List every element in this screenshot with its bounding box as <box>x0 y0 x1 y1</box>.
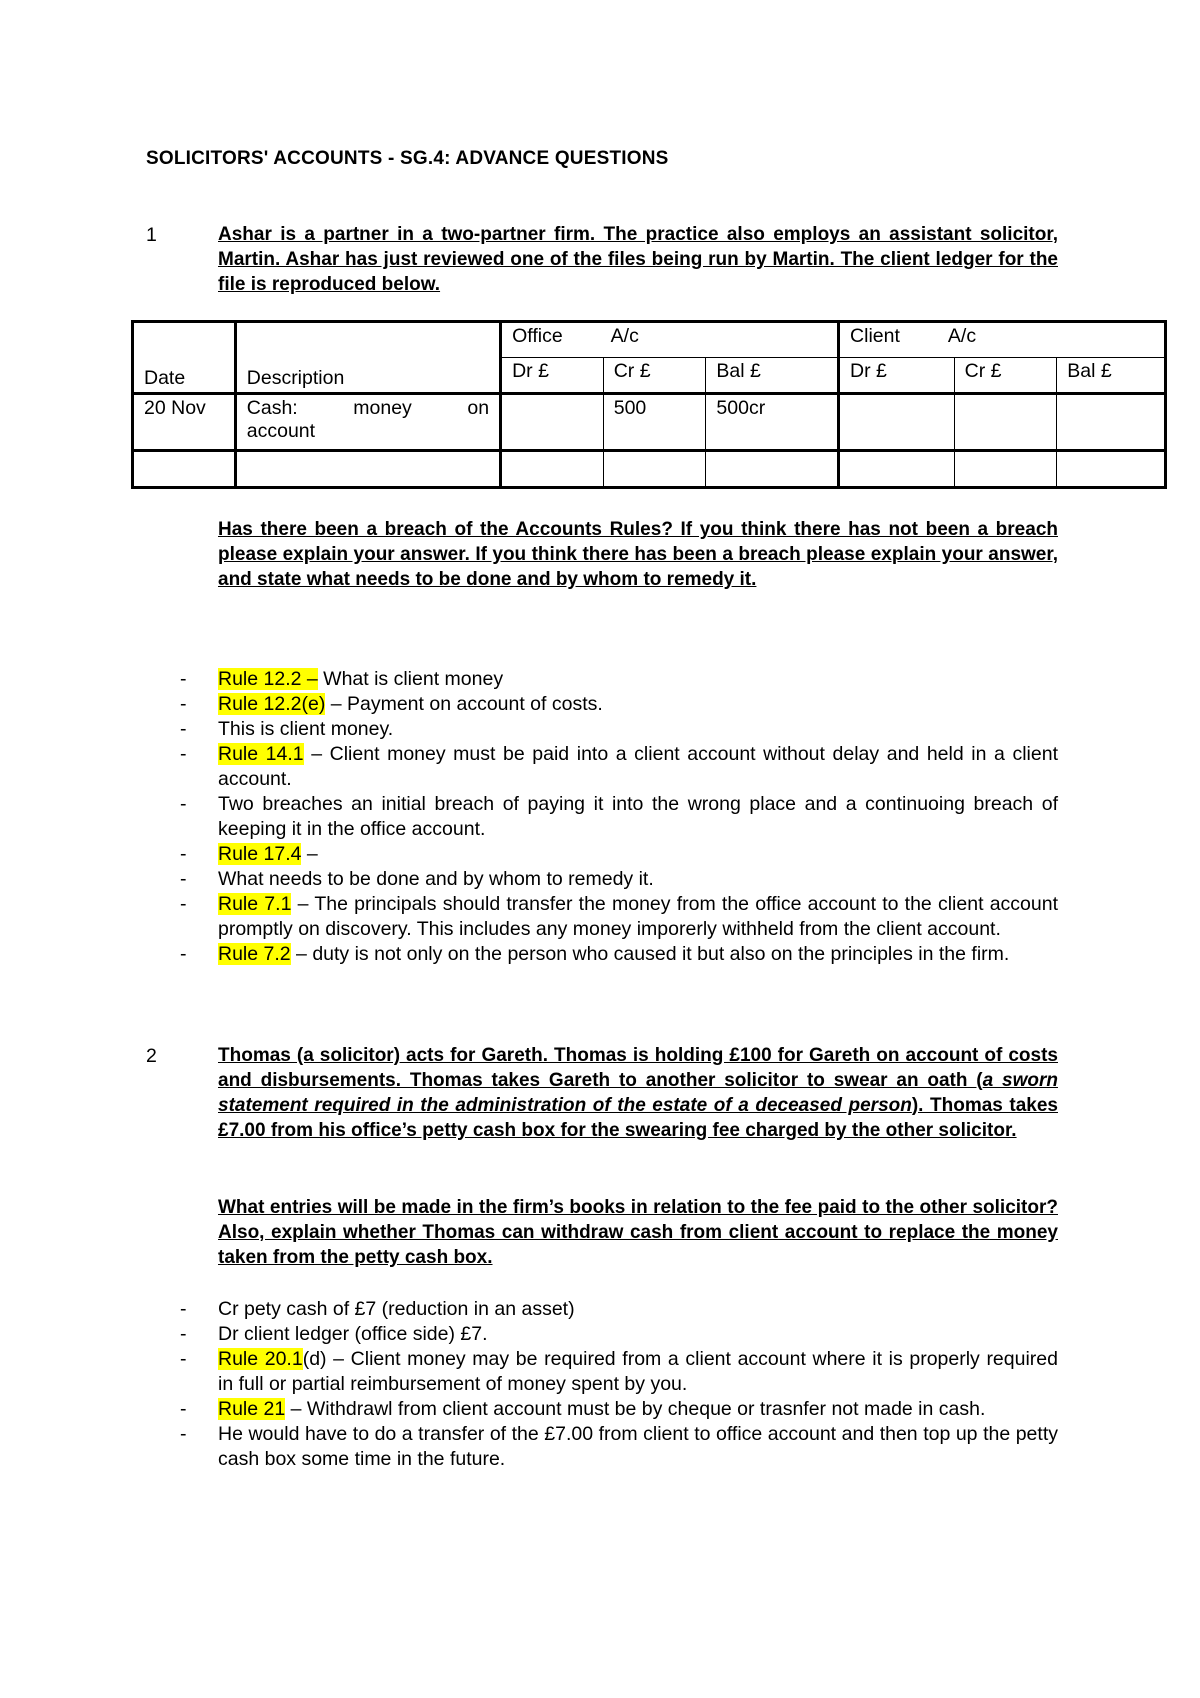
list-item: - Cr pety cash of £7 (reduction in an asset) <box>180 1298 575 1320</box>
list-item: - Rule 12.2 – What is client money <box>180 668 504 690</box>
list-item: - Rule 20.1(d) – Client money may be required from a client account where it is properly required in full or partial reimbursement of money spent by you. <box>180 1348 1058 1395</box>
entry-date: 20 Nov <box>133 394 236 451</box>
list-item: - Rule 7.2 – duty is not only on the person who caused it but also on the principles in the firm. <box>180 943 1010 965</box>
office-dr-header: Dr £ <box>501 358 604 394</box>
client-ledger-table <box>131 320 1167 489</box>
entry-client-dr <box>839 394 955 451</box>
question-1-prompt: Has there been a breach of the Accounts Rules? If you think there has not been a breach please explain your answer. If you think there has been a breach please explain your answer, and state what needs to be done and by whom to remedy it. <box>218 519 1058 590</box>
ledger-header-date: Date <box>133 322 236 394</box>
list-item: - This is client money. <box>180 718 394 740</box>
ledger-header-office <box>501 322 839 358</box>
list-item: - Rule 21 – Withdrawl from client account must be by cheque or trasnfer not made in cash. <box>180 1398 986 1420</box>
entry-client-cr <box>954 394 1057 451</box>
page-title: SOLICITORS' ACCOUNTS - SG.4: ADVANCE QUESTIONS <box>146 148 669 169</box>
ledger-entry-row <box>133 394 1166 451</box>
client-bal-header: Bal £ <box>1057 358 1166 394</box>
client-cr-header: Cr £ <box>954 358 1057 394</box>
office-bal-header: Bal £ <box>706 358 839 394</box>
question-1-number: 1 <box>146 224 157 246</box>
entry-office-dr <box>501 394 604 451</box>
ledger-empty-row <box>133 451 1166 488</box>
client-ac-label: A/c <box>947 325 977 347</box>
question-1-answers <box>180 667 1058 967</box>
ledger-header-client <box>839 322 1166 358</box>
list-item: - Two breaches an initial breach of paying it into the wrong place and a continuoing breach of keeping it in the office account. <box>180 793 1058 840</box>
entry-office-bal: 500cr <box>706 394 839 451</box>
client-dr-header: Dr £ <box>839 358 955 394</box>
list-item: - Rule 7.1 – The principals should transfer the money from the office account to the client account promptly on discovery. This includes any money imporerly withheld from the client account. <box>180 893 1058 940</box>
client-label: Client <box>850 325 900 347</box>
ledger-header-description: Description <box>235 322 500 394</box>
office-label: Office <box>512 325 563 347</box>
entry-office-cr: 500 <box>603 394 706 451</box>
office-cr-header: Cr £ <box>603 358 706 394</box>
list-item: - Rule 12.2(e) – Payment on account of costs. <box>180 693 603 715</box>
list-item: - Rule 14.1 – Client money must be paid into a client account without delay and held in a client account. <box>180 743 1058 790</box>
entry-client-bal <box>1057 394 1166 451</box>
list-item: - What needs to be done and by whom to remedy it. <box>180 868 654 890</box>
entry-description: Cash: money on account <box>235 394 500 451</box>
question-1-text: Ashar is a partner in a two-partner firm. The practice also employs an assistant solicitor, Martin. Ashar has just reviewed one of the files being run by Martin. The client ledger for the file is reproduced below. <box>218 224 1058 295</box>
list-item: - He would have to do a transfer of the £7.00 from client to office account and then top up the petty cash box some time in the future. <box>180 1423 1058 1470</box>
ledger-account-row <box>133 322 1166 358</box>
question-2-number: 2 <box>146 1045 157 1067</box>
question-2-text: Thomas (a solicitor) acts for Gareth. Thomas is holding £100 for Gareth on account of costs and disbursements. Thomas takes Gareth to another solicitor to swear an oath (a sworn statement required in the administration of the estate of a deceased person). Thomas takes £7.00 from his office’s petty cash box for the swearing fee charged by the other solicitor. <box>218 1045 1058 1141</box>
question-2-prompt: What entries will be made in the firm’s books in relation to the fee paid to the other solicitor? Also, explain whether Thomas can withdraw cash from client account to replace the money taken from the petty cash box. <box>218 1197 1058 1268</box>
question-2-answers <box>180 1297 1058 1472</box>
list-item: - Rule 17.4 – <box>180 843 318 865</box>
office-ac-label: A/c <box>610 325 639 347</box>
list-item: - Dr client ledger (office side) £7. <box>180 1323 488 1345</box>
